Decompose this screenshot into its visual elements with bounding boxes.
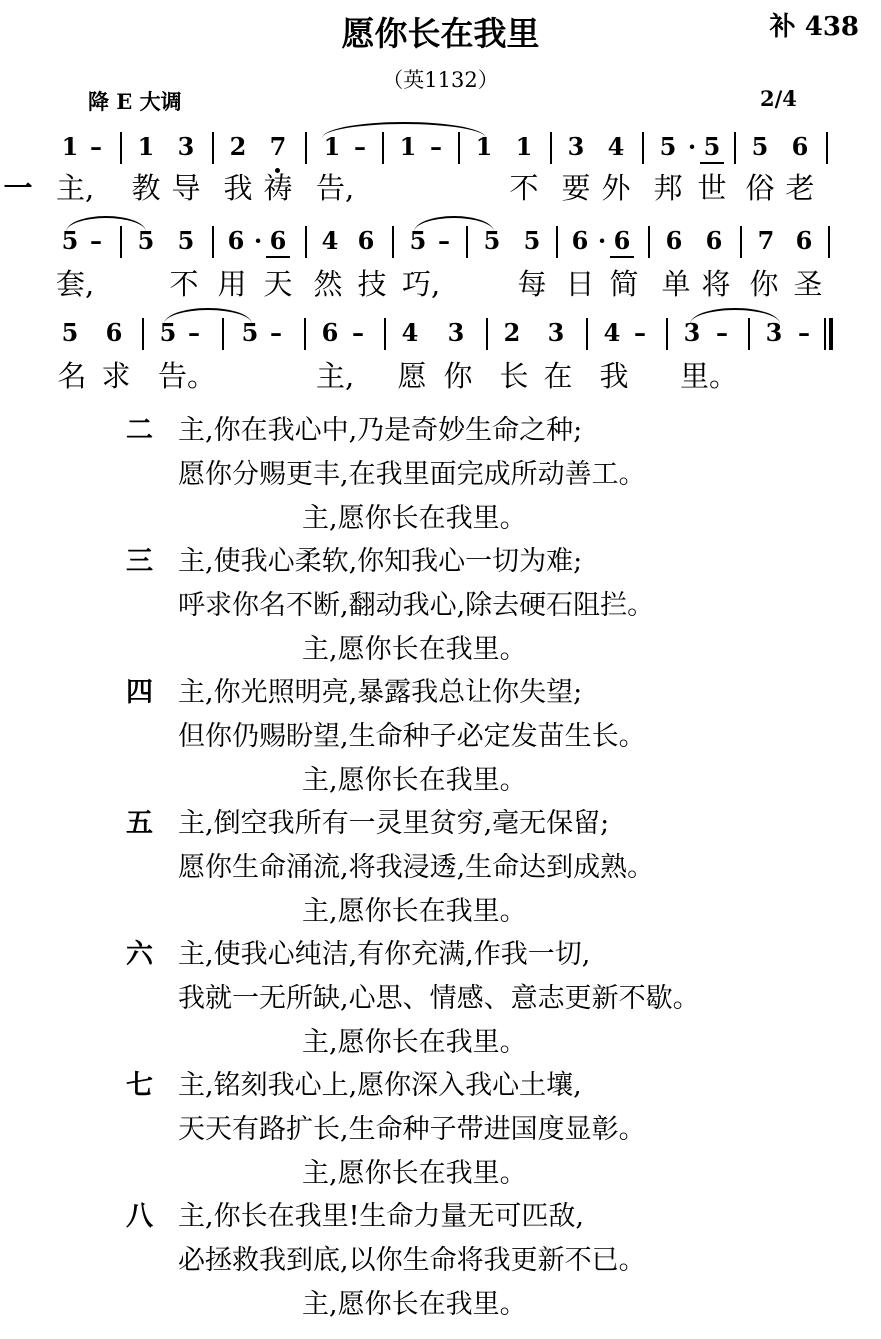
barline	[550, 132, 552, 164]
verse-line: 呼求你名不断,翻动我心,除去硬石阻拦。	[178, 590, 655, 621]
lyric: 用	[217, 267, 247, 301]
verse-number: 七	[126, 1070, 153, 1101]
verse-5	[126, 807, 826, 937]
lyric: 我	[599, 359, 629, 393]
verse-number: 五	[126, 808, 153, 839]
lyric: 告,	[316, 171, 355, 205]
lyric: 天	[263, 267, 293, 301]
note: –	[430, 132, 442, 161]
lyric: 你	[443, 359, 473, 393]
barline	[826, 132, 828, 164]
note: 5	[409, 226, 427, 255]
note: 5	[659, 132, 677, 161]
note: 4	[603, 318, 621, 347]
lyric: 求	[101, 359, 131, 393]
note: 1	[61, 132, 79, 161]
lyric: 不	[169, 267, 199, 301]
lyric: 巧,	[402, 267, 441, 301]
lyrics-row-1	[0, 170, 881, 210]
verse-line: 主,倒空我所有一灵里贫穷,毫无保留;	[178, 808, 610, 839]
verse-line: 主,你光照明亮,暴露我总让你失望;	[178, 677, 583, 708]
barline	[648, 226, 650, 258]
note: 5	[159, 318, 177, 347]
note: 5	[523, 226, 541, 255]
barline	[642, 132, 644, 164]
verse-refrain: 主,愿你长在我里。	[302, 765, 527, 796]
note: –	[90, 132, 102, 161]
note: –	[270, 318, 282, 347]
note: –	[716, 318, 728, 347]
notation-row-3	[0, 314, 881, 354]
key-signature: 降 E 大调	[88, 89, 182, 114]
barline	[748, 318, 750, 350]
note: 7	[269, 132, 287, 161]
lyric: 主,	[316, 359, 355, 393]
note: 4	[321, 226, 339, 255]
hymn-title: 愿你长在我里	[341, 14, 540, 53]
note: 6	[105, 318, 123, 347]
verse-refrain: 主,愿你长在我里。	[302, 1158, 527, 1189]
note: 5	[241, 318, 259, 347]
verse-line: 但你仍赐盼望,生命种子必定发苗生长。	[178, 721, 646, 752]
note: 3	[567, 132, 585, 161]
verse-line: 天天有路扩长,生命种子带进国度显彰。	[178, 1114, 646, 1145]
lyric: 技	[357, 267, 387, 301]
note: 7	[757, 226, 775, 255]
note: 1	[137, 132, 155, 161]
note: 1	[475, 132, 493, 161]
notation-row-2	[0, 222, 881, 262]
note: 1	[515, 132, 533, 161]
verse-8	[126, 1200, 826, 1330]
note: 5	[61, 226, 79, 255]
verse-refrain: 主,愿你长在我里。	[302, 896, 527, 927]
barline	[212, 226, 214, 258]
dot-duration: ·	[253, 226, 263, 255]
lyric: 单	[661, 267, 691, 301]
lyric: 然	[313, 267, 343, 301]
note: –	[438, 226, 450, 255]
verse-line: 愿你生命涌流,将我浸透,生命达到成熟。	[178, 852, 655, 883]
lyric: 将	[701, 267, 731, 301]
lyric: 愿	[397, 359, 427, 393]
barline	[222, 318, 224, 350]
verse-line: 主,你长在我里!生命力量无可匹敌,	[178, 1201, 585, 1232]
lyric: 套,	[56, 267, 95, 301]
barline	[392, 226, 394, 258]
barline	[212, 132, 214, 164]
note: 5	[483, 226, 501, 255]
note: 6	[613, 226, 631, 255]
note: 4	[401, 318, 419, 347]
verse-number: 四	[126, 677, 153, 708]
note: 3	[177, 132, 195, 161]
note: 6	[571, 226, 589, 255]
note: 6	[665, 226, 683, 255]
lyric: 外	[601, 171, 631, 205]
dot-duration: ·	[687, 132, 697, 161]
barline	[304, 318, 306, 350]
verse-refrain: 主,愿你长在我里。	[302, 634, 527, 665]
note: 2	[229, 132, 247, 161]
note: 4	[607, 132, 625, 161]
verse-line: 主,使我心纯洁,有你充满,作我一切,	[178, 939, 591, 970]
lyrics-row-2	[0, 266, 881, 306]
barline	[556, 226, 558, 258]
barline	[734, 132, 736, 164]
barline	[382, 132, 384, 164]
final-barline	[824, 318, 833, 350]
note: 6	[357, 226, 375, 255]
eighth-underline	[610, 256, 634, 258]
barline	[486, 318, 488, 350]
note: –	[354, 132, 366, 161]
note: 5	[61, 318, 79, 347]
lyric: 老	[785, 171, 815, 205]
lyric: 简	[609, 267, 639, 301]
lyric: 要	[561, 171, 591, 205]
time-signature: 2/4	[760, 86, 797, 111]
verse-4	[126, 676, 826, 806]
note: 5	[703, 132, 721, 161]
barline	[305, 226, 307, 258]
lyric: 里。	[680, 359, 739, 393]
barline	[120, 226, 122, 258]
verse-line: 我就一无所缺,心思、情感、意志更新不歇。	[178, 983, 700, 1014]
lyric: 我	[223, 171, 253, 205]
note: 3	[447, 318, 465, 347]
lyric: 俗	[745, 171, 775, 205]
barline	[586, 318, 588, 350]
eighth-underline	[700, 162, 724, 164]
note: –	[352, 318, 364, 347]
note: 1	[399, 132, 417, 161]
lyrics-row-3	[0, 358, 881, 398]
verse-number: 六	[126, 939, 153, 970]
lyric: 告。	[158, 359, 217, 393]
note: 6	[705, 226, 723, 255]
lyric: 名	[57, 359, 87, 393]
verse-number: 八	[126, 1201, 153, 1232]
lyric: 不	[509, 171, 539, 205]
note: 3	[683, 318, 701, 347]
verse-line: 愿你分赐更丰,在我里面完成所动善工。	[178, 459, 646, 490]
verse-refrain: 主,愿你长在我里。	[302, 1027, 527, 1058]
note: 3	[765, 318, 783, 347]
lyric: 在	[543, 359, 573, 393]
note: 6	[791, 132, 809, 161]
barline	[384, 318, 386, 350]
lyric: 你	[749, 267, 779, 301]
dot-duration: ·	[597, 226, 607, 255]
verse-3	[126, 545, 826, 675]
verse-line: 主,铭刻我心上,愿你深入我心土壤,	[178, 1070, 582, 1101]
lyric: 主,	[56, 171, 95, 205]
lyric: 导	[171, 171, 201, 205]
note: 5	[137, 226, 155, 255]
note: 5	[177, 226, 195, 255]
note: 2	[503, 318, 521, 347]
lyric: 世	[697, 171, 727, 205]
lyric: 教	[131, 171, 161, 205]
lyric: 邦	[653, 171, 683, 205]
note: 3	[547, 318, 565, 347]
barline	[458, 132, 460, 164]
verse-line: 主,使我心柔软,你知我心一切为难;	[178, 546, 583, 577]
barline	[466, 226, 468, 258]
note: 1	[323, 132, 341, 161]
lyric: 祷	[263, 171, 293, 205]
note: 6	[795, 226, 813, 255]
barline	[740, 226, 742, 258]
verse-refrain: 主,愿你长在我里。	[302, 1289, 527, 1320]
english-reference: （英1132）	[382, 68, 499, 92]
note: –	[188, 318, 200, 347]
note: 6	[269, 226, 287, 255]
verse-2	[126, 414, 826, 544]
lyric: 长	[499, 359, 529, 393]
note: –	[798, 318, 810, 347]
lyric: 每	[517, 267, 547, 301]
note: –	[90, 226, 102, 255]
verse-6	[126, 938, 826, 1068]
verse-line: 必拯救我到底,以你生命将我更新不已。	[178, 1245, 646, 1276]
verse-number: 二	[126, 415, 153, 446]
verse-line: 主,你在我心中,乃是奇妙生命之种;	[178, 415, 583, 446]
note: 5	[751, 132, 769, 161]
barline	[142, 318, 144, 350]
verse-number: 一	[3, 171, 33, 205]
barline	[305, 132, 307, 164]
barline	[666, 318, 668, 350]
verse-number: 三	[126, 546, 153, 577]
note: 6	[227, 226, 245, 255]
verse-refrain: 主,愿你长在我里。	[302, 503, 527, 534]
barline	[828, 226, 830, 258]
note: 6	[321, 318, 339, 347]
lyric: 圣	[793, 267, 823, 301]
notation-row-1	[0, 128, 881, 168]
eighth-underline	[266, 256, 290, 258]
verse-7	[126, 1069, 826, 1199]
lyric: 日	[565, 267, 595, 301]
barline	[120, 132, 122, 164]
note: –	[634, 318, 646, 347]
hymn-number: 补 438	[769, 12, 859, 42]
